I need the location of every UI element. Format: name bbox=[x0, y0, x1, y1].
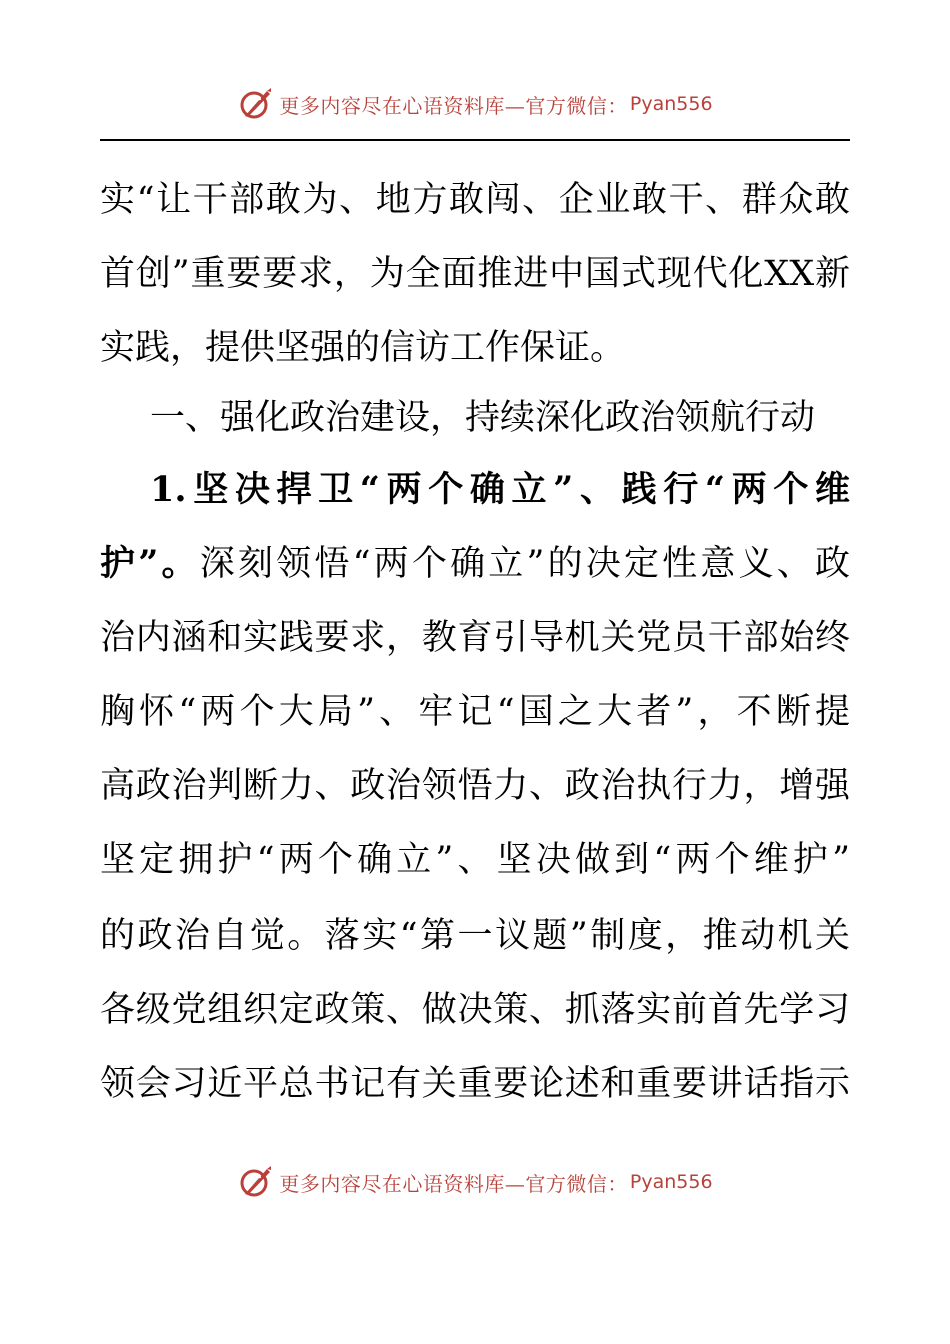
body-line-2: 首创”重要要求，为全面推进中国式现代化XX新 bbox=[100, 254, 850, 294]
footer-banner-title: 更多内容尽在心语资料库 bbox=[279, 1171, 505, 1196]
body-line-6 bbox=[100, 539, 850, 589]
body-line-13: 领会习近平总书记有关重要论述和重要讲话指示 bbox=[100, 1064, 850, 1104]
body-line-8: 胸怀“两个大局”、牢记“国之大者”，不断提 bbox=[100, 692, 850, 732]
header-rule bbox=[100, 139, 850, 141]
body-line-7: 治内涵和实践要求，教育引导机关党员干部始终 bbox=[100, 618, 850, 658]
subsection-heading-end: 护”。 bbox=[100, 543, 200, 584]
banner-wechat-label: —官方微信： bbox=[504, 93, 628, 118]
footer-banner bbox=[0, 1162, 950, 1202]
subsection-heading: 1.坚决捍卫“两个确立”、践行“两个维 bbox=[150, 469, 850, 510]
body-line-9: 高政治判断力、政治领悟力、政治执行力，增强 bbox=[100, 766, 850, 806]
quill-pen-logo-icon bbox=[237, 86, 273, 122]
header-banner bbox=[0, 84, 950, 124]
body-line-10: 坚定拥护“两个确立”、坚决做到“两个维护” bbox=[100, 840, 850, 880]
body-line-3: 实践，提供坚强的信访工作保证。 bbox=[100, 328, 626, 368]
body-line-12: 各级党组织定政策、做决策、抓落实前首先学习 bbox=[100, 990, 850, 1030]
body-line-1: 实“让干部敢为、地方敢闯、企业敢干、群众敢 bbox=[100, 180, 850, 220]
quill-pen-logo-icon bbox=[237, 1164, 273, 1200]
body-line-11: 的政治自觉。落实“第一议题”制度，推动机关 bbox=[100, 916, 850, 956]
banner-wechat-id: Pyan556 bbox=[629, 93, 713, 115]
banner-title: 更多内容尽在心语资料库 bbox=[279, 93, 505, 118]
body-line-6-text: 深刻领悟“两个确立”的决定性意义、政 bbox=[199, 544, 850, 584]
footer-wechat-id: Pyan556 bbox=[629, 1171, 713, 1193]
section-heading: 一、强化政治建设，持续深化政治领航行动 bbox=[150, 398, 816, 438]
footer-wechat-label: —官方微信： bbox=[504, 1171, 628, 1196]
